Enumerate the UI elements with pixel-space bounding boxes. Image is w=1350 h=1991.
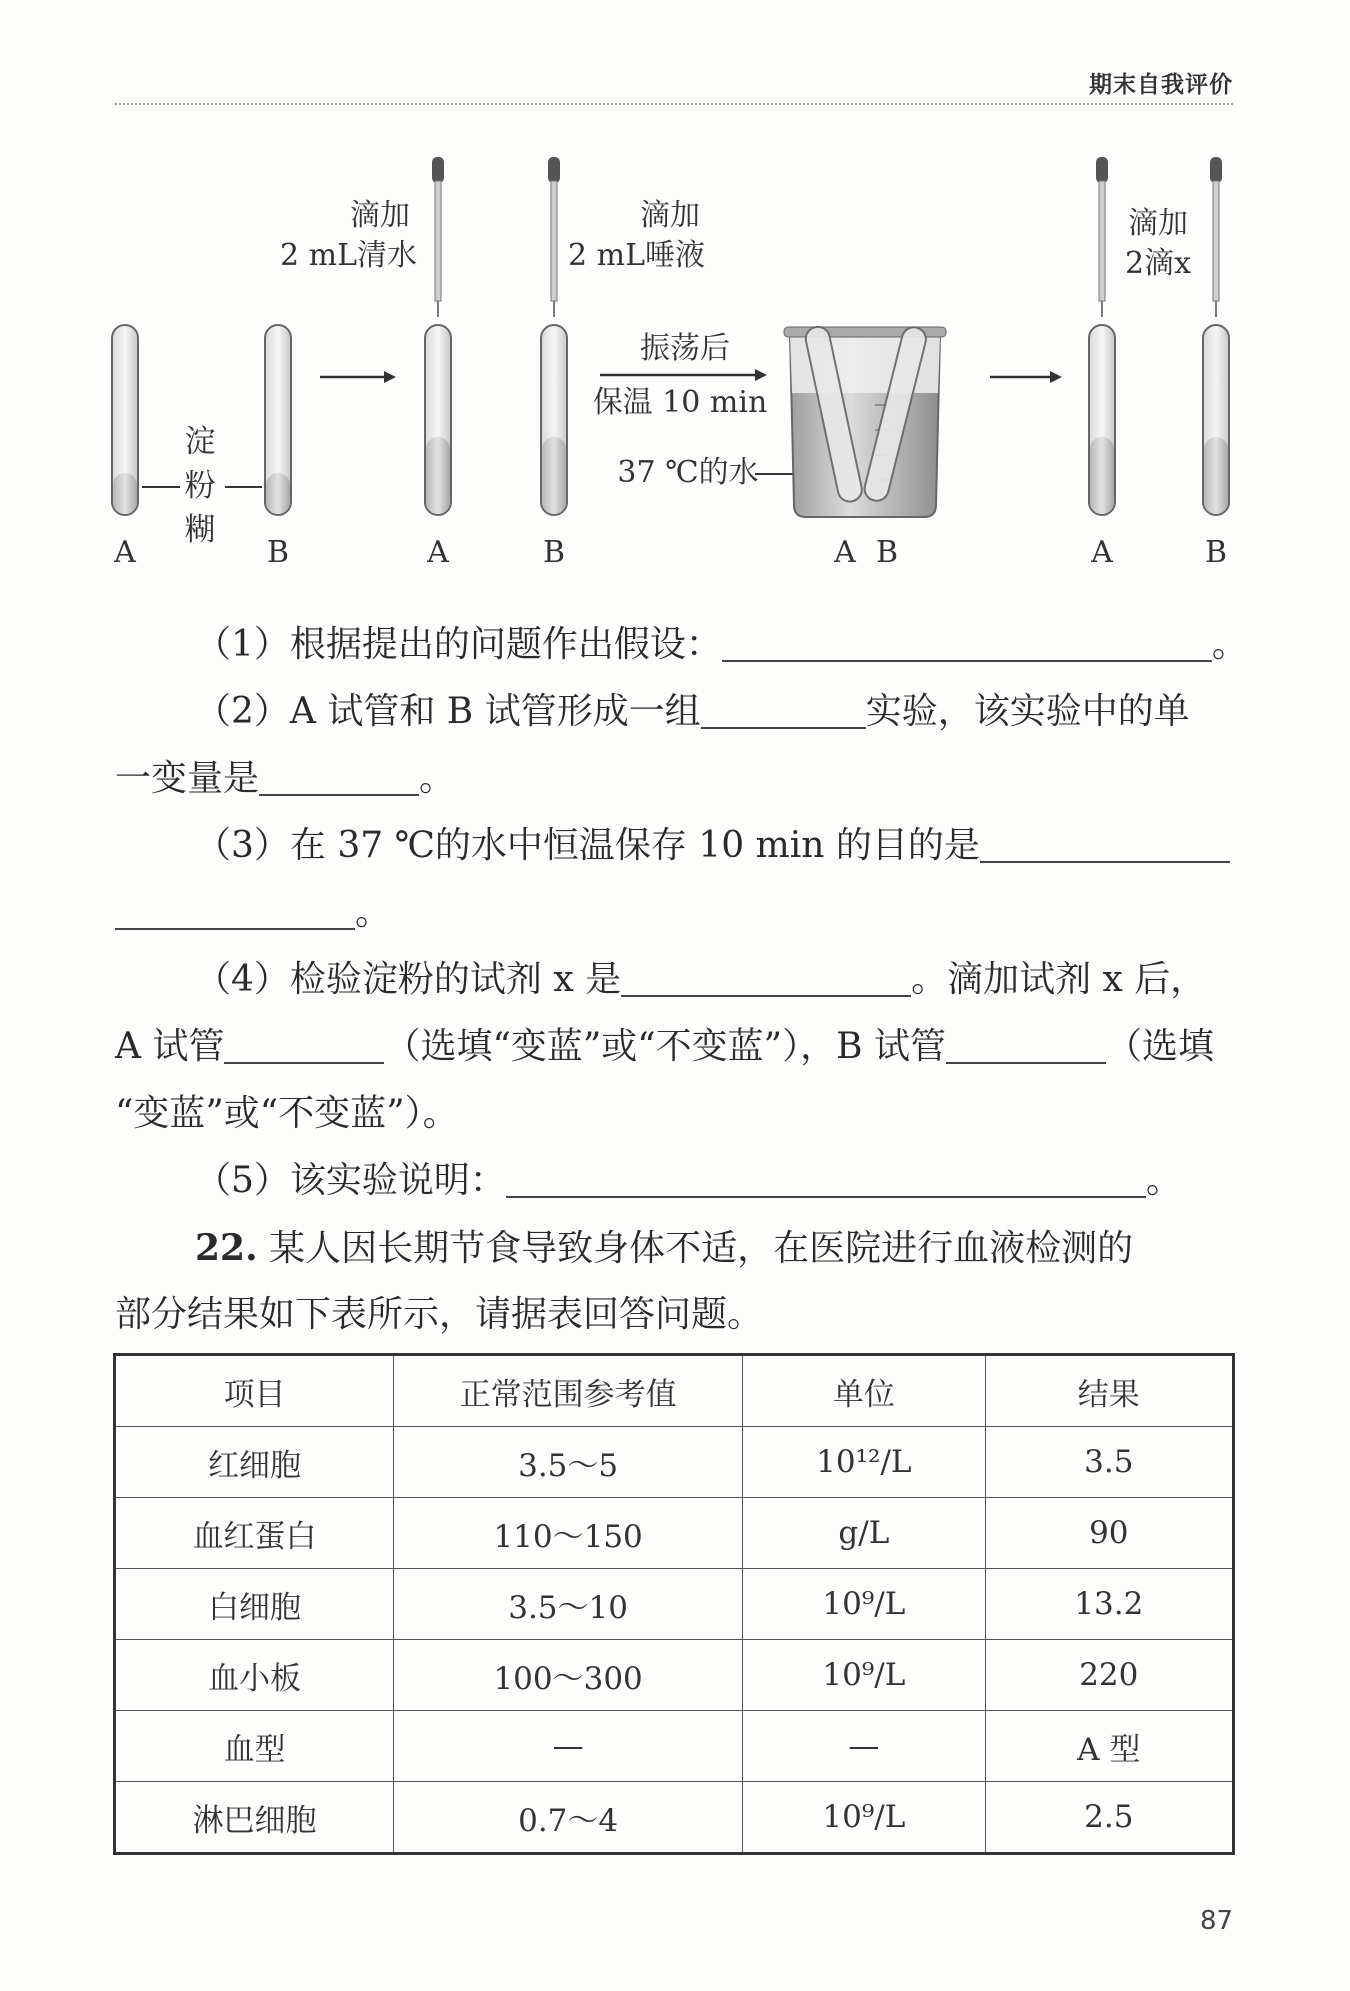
- table-cell: 0.7～4: [394, 1782, 743, 1854]
- tube-label: A: [1091, 535, 1113, 570]
- table-cell: 淋巴细胞: [115, 1782, 394, 1854]
- table-header-cell: 单位: [743, 1355, 985, 1427]
- table-cell: A 型: [985, 1711, 1233, 1782]
- dropper-3-label-line2: 2滴x: [1125, 246, 1192, 281]
- page-header-title: 期末自我评价: [1089, 72, 1233, 98]
- dropper-2-label-line2: 2 mL唾液: [568, 238, 705, 273]
- table-cell: 3.5～10: [394, 1569, 743, 1640]
- dropper-4: [1210, 157, 1222, 317]
- table-header-cell: 项目: [115, 1355, 394, 1427]
- dropper-3-label-line1: 滴加: [1128, 206, 1188, 241]
- table-cell: —: [394, 1711, 743, 1782]
- tube-label: A: [114, 535, 136, 570]
- water-label: 37 ℃的水: [617, 455, 759, 490]
- table-row: [115, 1640, 1234, 1711]
- question-22-continued: [115, 1282, 1233, 1348]
- tube-b-final: [1203, 325, 1229, 515]
- answer-blank-4b[interactable]: [224, 1018, 384, 1064]
- dropper-2-label-line1: 滴加: [640, 198, 700, 233]
- question-3: [115, 813, 1313, 879]
- question-1: [115, 612, 1313, 678]
- table-cell: 10⁹/L: [743, 1569, 985, 1640]
- dropper-1-label-line2: 2 mL清水: [280, 238, 417, 273]
- table-cell: 血小板: [115, 1640, 394, 1711]
- starch-label-1: 淀: [184, 424, 216, 460]
- question-3-end: 。: [355, 892, 392, 933]
- beaker-water-bath: [784, 325, 946, 517]
- tube-a-water: [425, 325, 451, 515]
- tube-label: B: [542, 535, 566, 570]
- experiment-figure: [100, 155, 1250, 575]
- question-2: [115, 679, 1313, 745]
- table-cell: g/L: [743, 1498, 985, 1569]
- question-22: [115, 1215, 1313, 1282]
- question-2-text-c: 一变量是: [115, 758, 260, 799]
- arrow-right-icon: [990, 371, 1062, 383]
- table-header-cell: 正常范围参考值: [394, 1355, 743, 1427]
- answer-blank-2b[interactable]: [259, 750, 419, 796]
- question-4-line2: [115, 1014, 1233, 1080]
- question-4-line3: [115, 1081, 1233, 1147]
- tube-label: B: [1204, 535, 1228, 570]
- table-row: [115, 1498, 1234, 1569]
- starch-label-2: 粉: [184, 468, 216, 504]
- table-row: [115, 1427, 1234, 1498]
- table-row: [115, 1711, 1234, 1782]
- page-number: 87: [1200, 1906, 1234, 1936]
- question-4-text-b: 。滴加试剂 x 后，: [911, 959, 1207, 1000]
- table-cell: 白细胞: [115, 1569, 394, 1640]
- question-22-text: 某人因长期节食导致身体不适，在医院进行血液检测的: [257, 1228, 1134, 1269]
- table-cell: 3.5～5: [394, 1427, 743, 1498]
- dropper-1-label-line1: 滴加: [350, 198, 410, 233]
- table-cell: 3.5: [985, 1427, 1233, 1498]
- dropper-3: [1096, 157, 1108, 317]
- question-4-text-d: （选填“变蓝”或“不变蓝”），B 试管: [384, 1026, 946, 1067]
- question-2-text-a: （2）A 试管和 B 试管形成一组: [195, 691, 701, 732]
- answer-blank-3b[interactable]: [115, 884, 355, 930]
- dropper-2: [548, 157, 560, 317]
- question-5-text: （5）该实验说明：: [195, 1160, 506, 1201]
- arrow-right-icon: [320, 371, 396, 383]
- tube-b-saliva: [541, 325, 567, 515]
- question-3-text: （3）在 37 ℃的水中恒温保存 10 min 的目的是: [195, 825, 980, 866]
- table-cell: —: [743, 1711, 985, 1782]
- table-cell: 110～150: [394, 1498, 743, 1569]
- question-4-text-f: “变蓝”或“不变蓝”）。: [115, 1093, 459, 1134]
- question-4: [115, 947, 1313, 1013]
- answer-blank-4c[interactable]: [946, 1018, 1106, 1064]
- answer-blank-3a[interactable]: [980, 817, 1230, 863]
- question-4-text-a: （4）检验淀粉的试剂 x 是: [195, 959, 622, 1000]
- table-cell: 100～300: [394, 1640, 743, 1711]
- question-2-continued: [115, 746, 1233, 812]
- table-header-row: [115, 1355, 1234, 1427]
- answer-blank-5[interactable]: [506, 1152, 1146, 1198]
- table-cell: 13.2: [985, 1569, 1233, 1640]
- question-3-continued: [115, 880, 1233, 946]
- tube-label: A: [834, 535, 856, 570]
- table-cell: 2.5: [985, 1782, 1233, 1854]
- question-4-text-c: A 试管: [115, 1026, 225, 1067]
- table-cell: 红细胞: [115, 1427, 394, 1498]
- question-1-end: 。: [1211, 624, 1248, 665]
- answer-blank-4a[interactable]: [621, 951, 911, 997]
- table-cell: 90: [985, 1498, 1233, 1569]
- table-row: [115, 1782, 1234, 1854]
- table-cell: 血型: [115, 1711, 394, 1782]
- question-2-end: 。: [419, 758, 456, 799]
- tube-a-initial: [112, 325, 138, 515]
- table-row: [115, 1569, 1234, 1640]
- table-cell: 10⁹/L: [743, 1640, 985, 1711]
- starch-label-3: 糊: [184, 512, 216, 548]
- question-5-end: 。: [1145, 1160, 1182, 1201]
- tube-a-final: [1089, 325, 1115, 515]
- answer-blank-2a[interactable]: [701, 683, 866, 729]
- table-cell: 10¹²/L: [743, 1427, 985, 1498]
- tube-label: A: [427, 535, 449, 570]
- question-5: [115, 1148, 1313, 1214]
- arrow-right-icon: [600, 369, 767, 381]
- shake-label-line2: 保温 10 min: [592, 385, 768, 420]
- question-22-text-2: 部分结果如下表所示，请据表回答问题。: [115, 1294, 764, 1335]
- question-1-text: （1）根据提出的问题作出假设：: [195, 624, 722, 665]
- table-cell: 血红蛋白: [115, 1498, 394, 1569]
- question-2-text-b: 实验，该实验中的单: [865, 691, 1190, 732]
- tube-b-initial: [265, 325, 291, 515]
- shake-label-line1: 振荡后: [640, 331, 730, 366]
- dropper-1: [432, 157, 444, 317]
- blood-test-table: [113, 1353, 1235, 1855]
- tube-label: B: [266, 535, 290, 570]
- table-cell: 10⁹/L: [743, 1782, 985, 1854]
- question-22-number: 22.: [195, 1227, 258, 1269]
- table-header-cell: 结果: [985, 1355, 1233, 1427]
- header-divider: [115, 103, 1233, 105]
- tube-label: B: [875, 535, 899, 570]
- table-cell: 220: [985, 1640, 1233, 1711]
- answer-blank-1[interactable]: [722, 616, 1212, 662]
- question-4-text-e: （选填: [1105, 1026, 1214, 1067]
